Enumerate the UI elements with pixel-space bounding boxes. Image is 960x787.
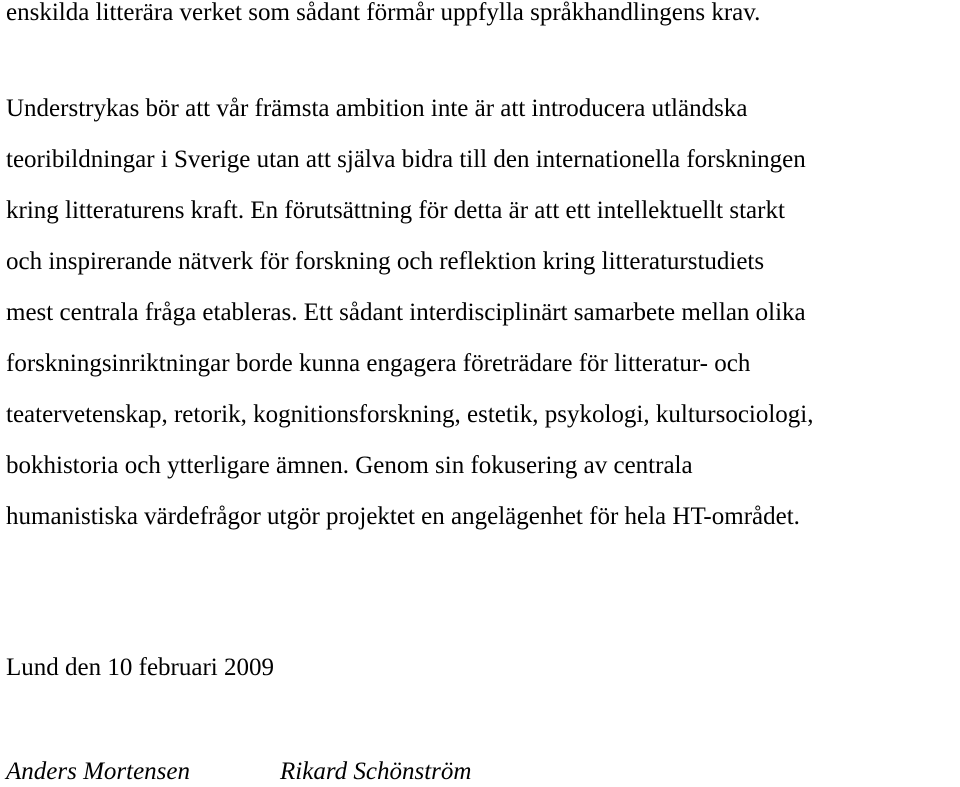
place-date: Lund den 10 februari 2009 (6, 654, 274, 681)
signatory-name: Anders Mortensen (6, 758, 190, 785)
text-line-continuation: enskilda litterära verket som sådant förmår uppfylla språkhandlingens krav. (6, 0, 761, 26)
paragraph-line: mest centrala fråga etableras. Ett sådant interdisciplinärt samarbete mellan olika (6, 299, 806, 326)
paragraph-line: bokhistoria och ytterligare ämnen. Genom sin fokusering av centrala (6, 452, 693, 479)
paragraph-line: forskningsinriktningar borde kunna engagera företrädare för litteratur- och (6, 350, 751, 377)
paragraph-line: teatervetenskap, retorik, kognitionsforskning, estetik, psykologi, kultursociologi, (6, 401, 814, 428)
signatory-name: Rikard Schönström (280, 758, 472, 785)
paragraph-line: kring litteraturens kraft. En förutsättning för detta är att ett intellektuellt starkt (6, 197, 785, 224)
paragraph-line: Understrykas bör att vår främsta ambition inte är att introducera utländska (6, 95, 748, 122)
paragraph-line: humanistiska värdefrågor utgör projektet en angelägenhet för hela HT-området. (6, 503, 800, 530)
paragraph-line: och inspirerande nätverk för forskning och reflektion kring litteraturstudiets (6, 248, 765, 275)
paragraph-line: teoribildningar i Sverige utan att själva bidra till den internationella forskningen (6, 146, 806, 173)
